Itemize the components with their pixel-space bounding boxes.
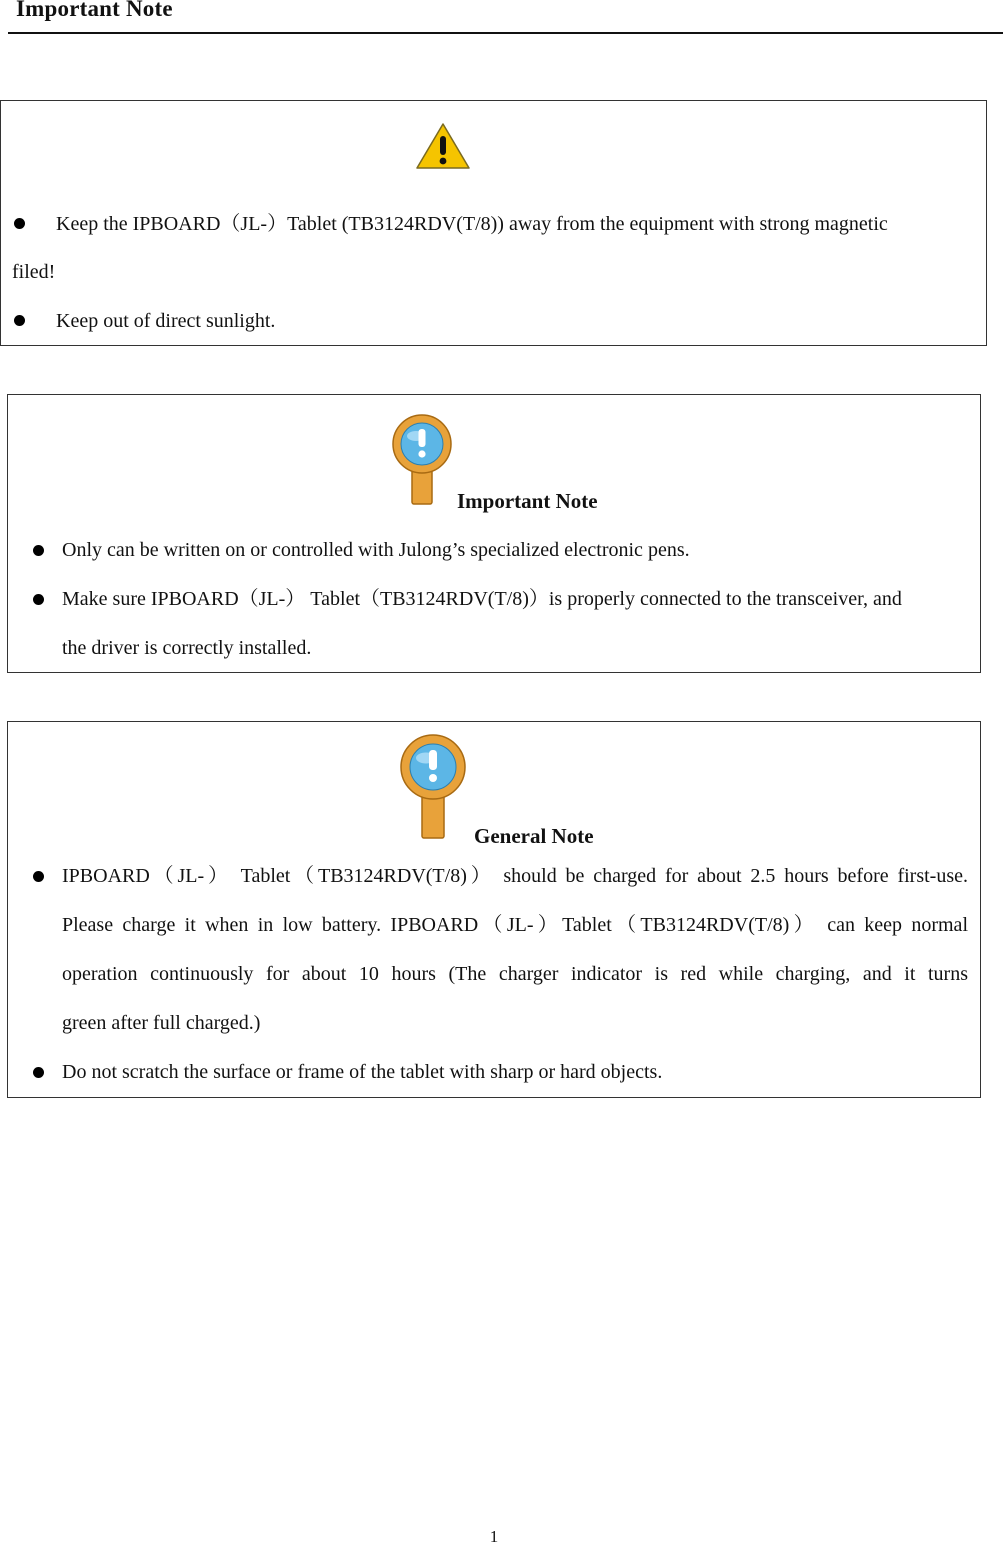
page-header-title: Important Note bbox=[16, 0, 173, 21]
warning-triangle-icon bbox=[414, 121, 472, 176]
important-note-heading: Important Note bbox=[457, 489, 598, 513]
bullet-icon bbox=[33, 871, 44, 882]
general-note-box bbox=[7, 721, 981, 1098]
general-note-heading: General Note bbox=[474, 824, 594, 848]
info-exclamation-icon bbox=[390, 412, 454, 511]
general-item-2-line-1: Do not scratch the surface or frame of the tablet with sharp or hard objects. bbox=[62, 1061, 663, 1083]
bullet-icon bbox=[33, 545, 44, 556]
general-item-1-line-2: Please charge it when in low battery. IPBOARD（JL-）Tablet（TB3124RDV(T/8)） can keep normal bbox=[62, 914, 968, 936]
important-item-2-line-2: the driver is correctly installed. bbox=[62, 637, 312, 659]
bullet-icon bbox=[14, 315, 25, 326]
general-item-1-line-3: operation continuously for about 10 hours (The charger indicator is red while charging, and it turns bbox=[62, 963, 968, 985]
page-header bbox=[8, 0, 1003, 34]
warning-item-1-line-2: filed! bbox=[12, 261, 56, 283]
general-item-1-line-4: green after full charged.) bbox=[62, 1012, 261, 1034]
warning-box bbox=[0, 100, 987, 346]
important-item-1-line-1: Only can be written on or controlled with Julong’s specialized electronic pens. bbox=[62, 539, 690, 561]
page-number: 1 bbox=[489, 1527, 499, 1546]
bullet-icon bbox=[33, 594, 44, 605]
important-item-2-line-1: Make sure IPBOARD（JL-） Tablet（TB3124RDV(T/8)）is properly connected to the transceiver, and bbox=[62, 588, 902, 610]
warning-item-2-line-1: Keep out of direct sunlight. bbox=[56, 310, 276, 332]
bullet-icon bbox=[14, 218, 25, 229]
important-note-box bbox=[7, 394, 981, 673]
warning-item-1-line-1: Keep the IPBOARD（JL-）Tablet (TB3124RDV(T/8)) away from the equipment with strong magnetic bbox=[56, 213, 888, 235]
bullet-icon bbox=[33, 1067, 44, 1078]
general-item-1-line-1: IPBOARD（JL-） Tablet（TB3124RDV(T/8)） should be charged for about 2.5 hours before first-use. bbox=[62, 865, 968, 887]
info-exclamation-icon bbox=[398, 732, 468, 845]
